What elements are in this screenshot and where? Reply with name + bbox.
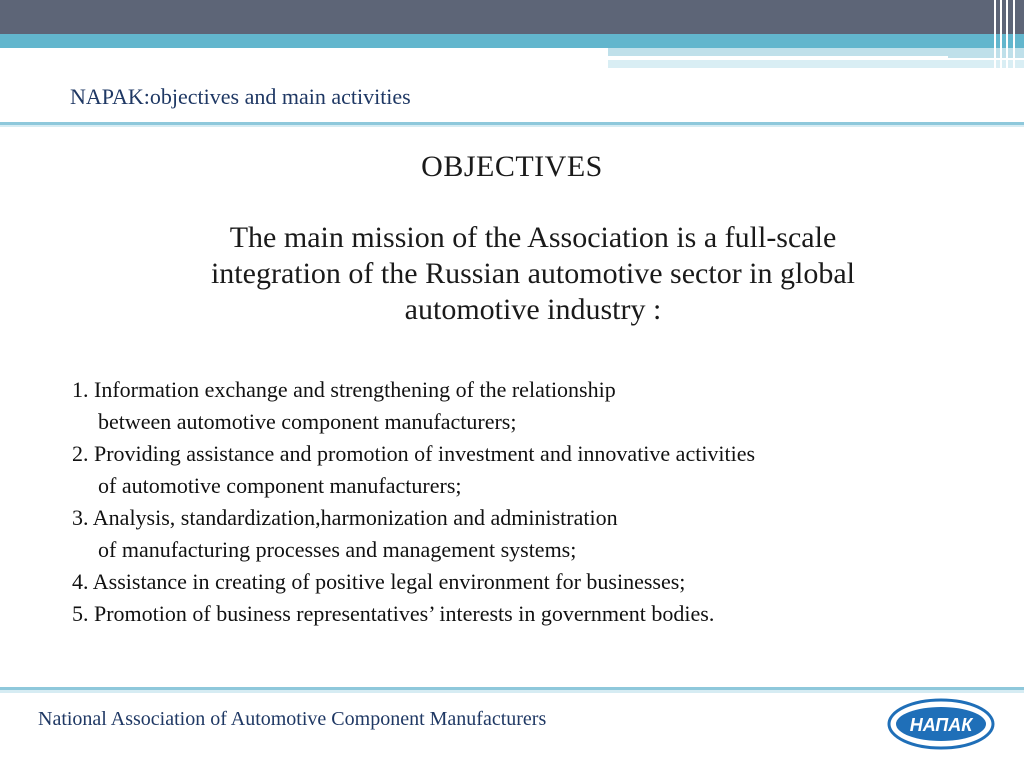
list-item-text: 1. Information exchange and strengthening of the relationship [72,377,616,402]
header-stripe [1000,0,1002,70]
footer-text: National Association of Automotive Component Manufacturers [38,708,547,730]
mission-line: The main mission of the Association is a full-scale [229,221,837,254]
list-item-continuation: of manufacturing processes and management systems; [98,537,577,562]
logo-text: НАПАК [909,715,973,735]
list-item [72,566,1002,598]
header-band-dark [0,0,1024,34]
list-item-text: 5. Promotion of business representatives’ interests in government bodies. [72,601,715,626]
header-band-light-2 [608,60,1024,68]
mission-line: automotive industry : [404,293,662,326]
header-stripe [1013,0,1015,70]
napak-logo [886,694,996,754]
list-item-text: 2. Providing assistance and promotion of investment and innovative activities [72,441,756,466]
objectives-heading: OBJECTIVES [421,150,603,183]
header-band-teal [0,34,1024,48]
slide-title: NAPAK:objectives and main activities [70,84,411,109]
list-item [72,598,1002,630]
list-item-continuation: between automotive component manufacturers; [98,409,517,434]
list-item [72,502,1002,566]
header-band-line [608,56,948,58]
list-item-text: 4. Assistance in creating of positive legal environment for businesses; [72,569,686,594]
list-item [72,438,1002,502]
list-item [72,374,1002,438]
list-item-continuation: of automotive component manufacturers; [98,473,462,498]
list-item-text: 3. Analysis, standardization,harmonization and administration [72,505,618,530]
footer-divider-light [0,690,1024,693]
header-stripe [1006,0,1008,70]
header-stripe [994,0,996,70]
mission-line: integration of the Russian automotive sector in global [210,257,856,290]
mission-statement [118,220,948,328]
title-divider-light [0,125,1024,127]
objectives-list [72,374,1002,630]
